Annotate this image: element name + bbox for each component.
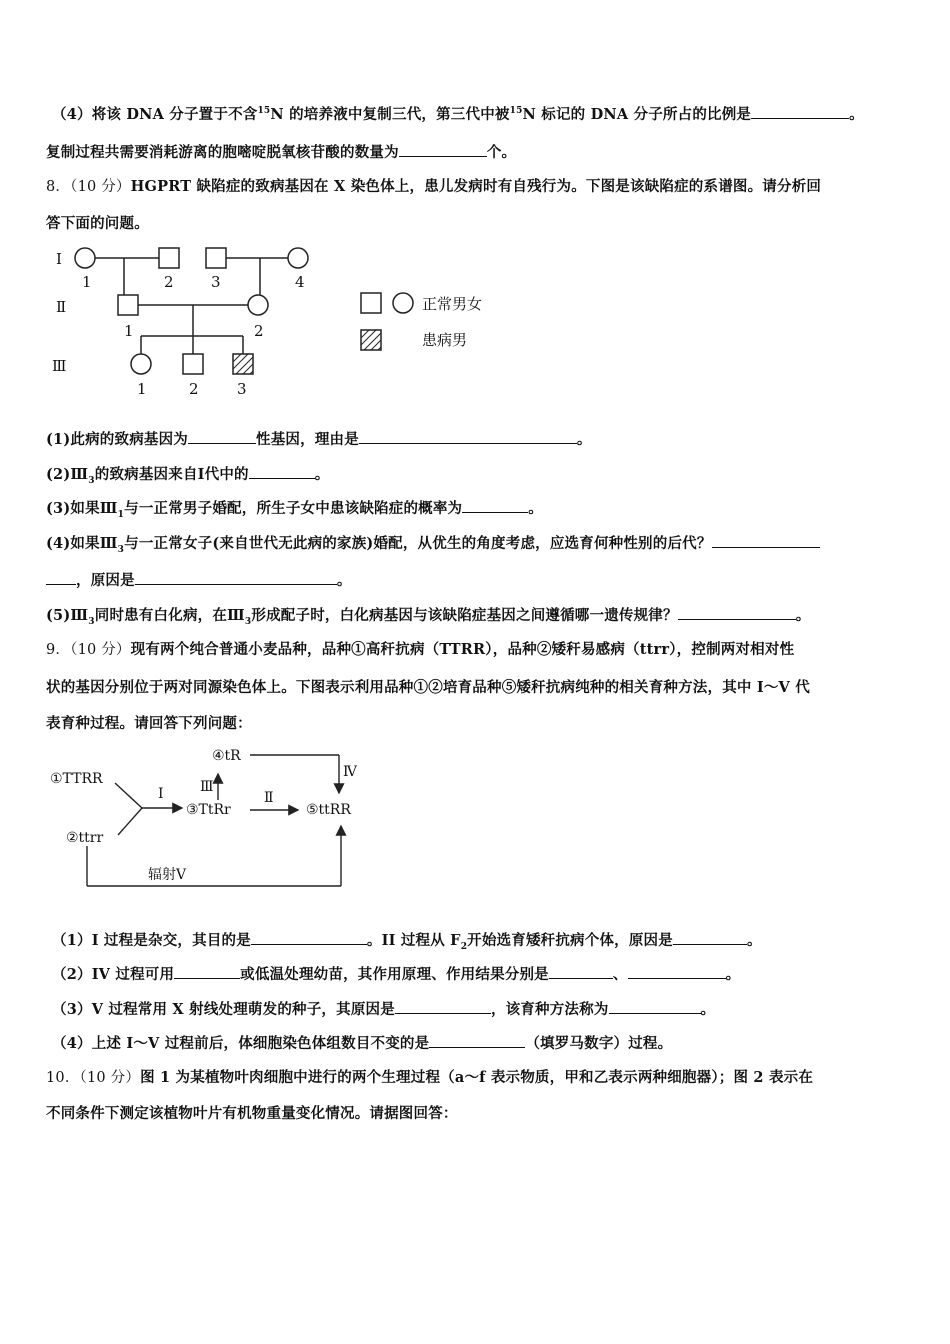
q9-intro-line3: 表育种过程。请回答下列问题：: [46, 715, 252, 732]
pedigree-II2-female: [248, 295, 268, 315]
question-number: 9．（10 分）: [46, 642, 131, 658]
svg-text:1: 1: [82, 273, 92, 291]
q9-intro-line1: 9．（10 分）现有两个纯合普通小麦品种，品种①高秆抗病（TTRR），品种②矮秆易感病（ttrr），控制两对相对性: [46, 641, 795, 658]
generation-label-III: Ⅲ: [52, 357, 67, 375]
generation-label-II: Ⅱ: [56, 298, 67, 316]
q9-sub3: （3）V 过程常用 X 射线处理萌发的种子，其原因是 ，该育种方法称为 。: [52, 1001, 716, 1018]
pedigree-I3-male: [206, 248, 226, 268]
q8-sub3: (3)如果$Ⅲ_1$与一正常男子婚配，所生子女中患该缺陷症的概率为 。: [46, 500, 543, 520]
answer-blank[interactable]: [249, 464, 315, 479]
pedigree-III3-affected-male: [233, 354, 253, 374]
pedigree-chart: [40, 238, 510, 403]
q9-intro-line2: 状的基因分别位于两对同源染色体上。下图表示利用品种①②培育品种⑤矮秆抗病纯种的相关育种方法，其中 I～V 代: [46, 679, 810, 696]
pedigree-I4-female: [288, 248, 308, 268]
question-number: 10．（10 分）: [46, 1070, 141, 1086]
q9-sub4: （4）上述 I～V 过程前后，体细胞染色体组数目不变的是 （填罗马数字）过程。: [52, 1035, 673, 1052]
answer-blank[interactable]: [462, 498, 528, 513]
answer-blank[interactable]: [609, 999, 701, 1014]
q8-intro-line2: 答下面的问题。: [46, 215, 149, 232]
q8-sub5: $(5)Ⅲ_3$同时患有白化病，在$Ⅲ_3$形成配子时，白化病基因与该缺陷症基因之间遵循哪一遗传规律？ 。: [46, 607, 811, 627]
legend-normal-label: 正常男女: [422, 295, 483, 313]
answer-blank[interactable]: [174, 964, 240, 979]
legend-normal-male-icon: [361, 293, 381, 313]
answer-blank[interactable]: [359, 429, 577, 444]
answer-blank[interactable]: [395, 999, 491, 1014]
svg-text:2: 2: [164, 273, 174, 291]
process-V: 辐射Ⅴ: [148, 867, 187, 883]
pedigree-I1-female: [75, 248, 95, 268]
pedigree-I2-male: [159, 248, 179, 268]
strain-1: ①TTRR: [50, 771, 103, 787]
answer-blank[interactable]: [429, 1033, 525, 1048]
svg-text:3: 3: [237, 380, 247, 398]
answer-blank[interactable]: [135, 570, 337, 585]
svg-text:2: 2: [254, 322, 264, 340]
q9-sub1: （1）I 过程是杂交，其目的是 。II 过程从 $F_2$开始选育矮秆抗病个体，原因是 。: [52, 932, 762, 952]
generation-label-I: Ⅰ: [56, 250, 62, 268]
breeding-diagram: [40, 738, 380, 893]
answer-blank[interactable]: [673, 930, 747, 945]
legend-normal-female-icon: [393, 293, 413, 313]
process-I: I: [158, 786, 164, 802]
process-II: Ⅱ: [264, 790, 274, 806]
q8-sub4: (4)如果$Ⅲ_3$与一正常女子(来自世代无此病的家族)婚配，从优生的角度考虑，应选育何种性别的后代？: [46, 532, 820, 555]
svg-text:4: 4: [295, 273, 305, 291]
strain-2: ②ttrr: [66, 830, 104, 846]
answer-blank[interactable]: [399, 142, 487, 157]
svg-text:2: 2: [189, 380, 199, 398]
q8-sub1: (1)此病的致病基因为 性基因，理由是 。: [46, 431, 592, 448]
answer-blank[interactable]: [251, 930, 367, 945]
q10-intro-line2: 不同条件下测定该植物叶片有机物重量变化情况。请据图回答：: [46, 1105, 458, 1122]
question-number: 8．（10 分）: [46, 179, 131, 195]
q9-sub2: （2）IV 过程可用 或低温处理幼苗，其作用原理、作用结果分别是 、 。: [52, 966, 741, 983]
answer-blank[interactable]: [678, 605, 796, 620]
q8-sub2: $(2)Ⅲ_3$的致病基因来自Ⅰ代中的 。: [46, 466, 330, 486]
answer-blank[interactable]: [549, 964, 613, 979]
svg-text:1: 1: [124, 322, 134, 340]
pedigree-II1-male: [118, 295, 138, 315]
strain-5: ⑤ttRR: [306, 802, 351, 818]
process-IV: Ⅳ: [343, 764, 357, 780]
answer-blank[interactable]: [628, 964, 726, 979]
pedigree-III1-female: [131, 354, 151, 374]
q8-sub4-line2: ，原因是 。: [46, 569, 352, 590]
legend-affected-male-icon: [361, 330, 381, 350]
strain-4: ④tR: [212, 748, 241, 764]
process-III: Ⅲ: [200, 779, 214, 795]
svg-text:3: 3: [211, 273, 221, 291]
answer-blank[interactable]: [46, 570, 76, 585]
svg-text:1: 1: [137, 380, 147, 398]
answer-blank[interactable]: [751, 104, 849, 119]
pedigree-III2-male: [183, 354, 203, 374]
answer-blank[interactable]: [712, 533, 820, 548]
legend-affected-label: 患病男: [422, 331, 468, 349]
q7-part4-line2: 复制过程共需要消耗游离的胞嘧啶脱氧核苷酸的数量为 个。: [46, 144, 517, 161]
strain-3: ③TtRr: [186, 802, 231, 818]
q7-part4-line: （4）将该 DNA 分子置于不含$^{15}$N 的培养液中复制三代，第三代中被$^{15}$N 标记的 DNA 分子所占的比例是 。: [52, 106, 864, 123]
answer-blank[interactable]: [188, 429, 256, 444]
q10-intro-line1: 10．（10 分）图 1 为某植物叶肉细胞中进行的两个生理过程（a～f 表示物质，甲和乙表示两种细胞器）；图 2 表示在: [46, 1069, 814, 1086]
q8-intro-line1: 8．（10 分）HGPRT 缺陷症的致病基因在 X 染色体上，患儿发病时有自残行为。下图是该缺陷症的系谱图。请分析回: [46, 178, 822, 195]
